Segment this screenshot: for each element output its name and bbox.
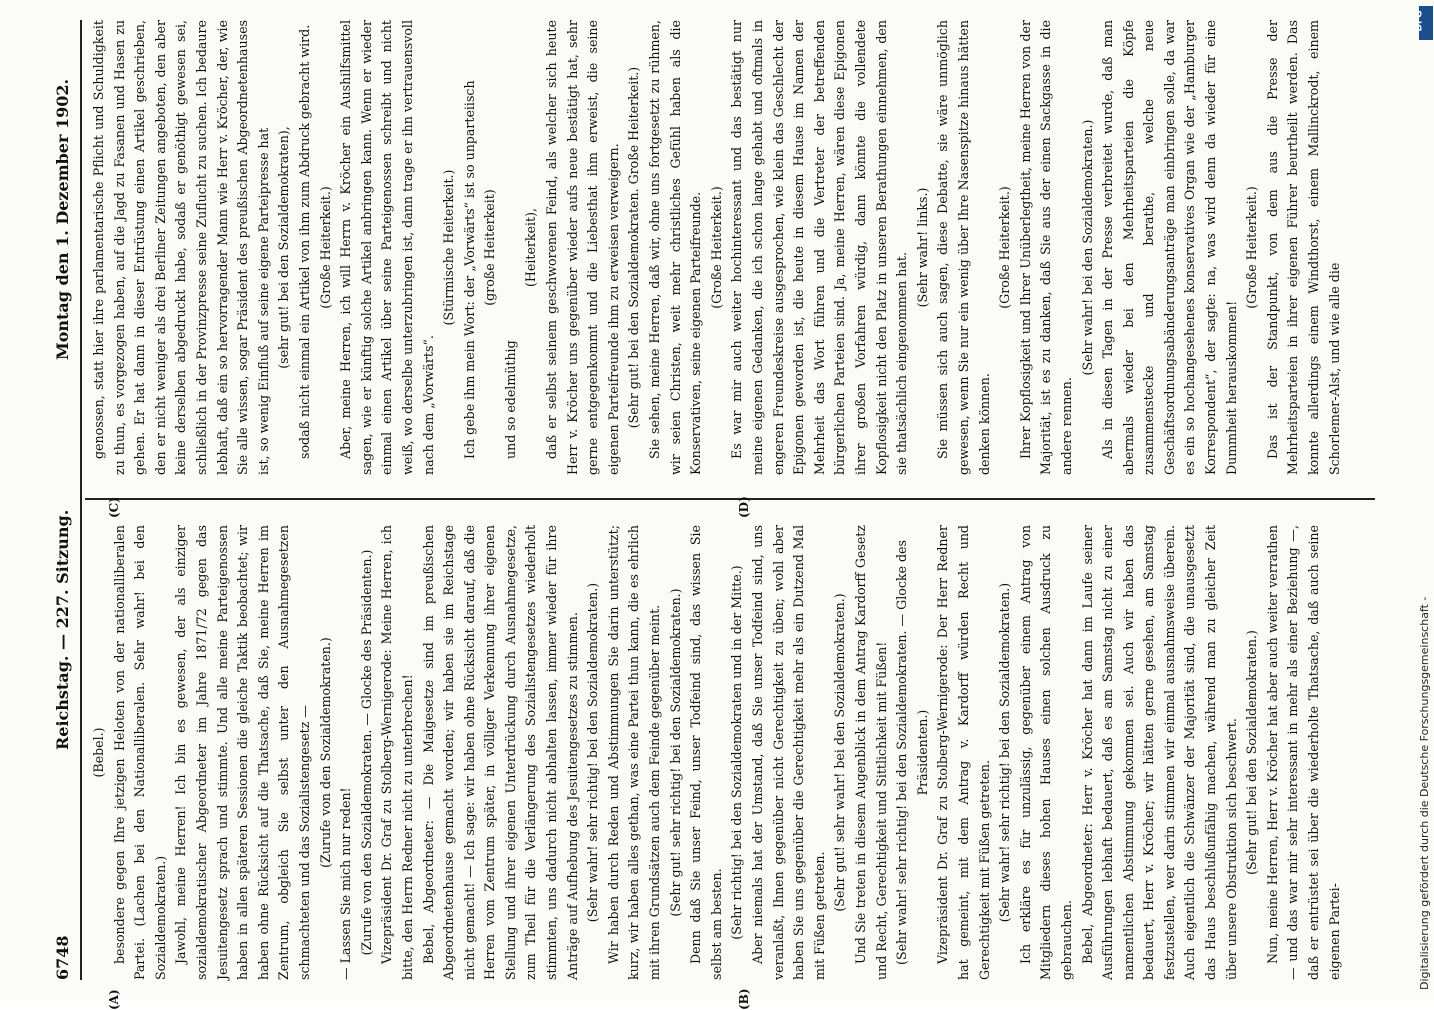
digitization-credit [1418, 0, 1434, 1000]
column-divider [85, 498, 1375, 500]
paragraph: (Sehr gut! sehr wahr! bei den Sozialdemokraten.) [830, 525, 851, 980]
paragraph: (Große Heiterkeit.) [707, 20, 728, 475]
paragraph: besondere gegen Ihre jetzigen Heloten von der nationalliberalen Partei. (Lachen bei den Nationalliberalen. Sehr wahr! bei den Sozialdemokraten.) [110, 525, 172, 980]
paragraph: (Zurufe von den Sozialdemokraten.) [316, 525, 337, 980]
rotated-newspaper-page [47, 20, 1387, 980]
paragraph: Jawohl, meine Herren! Ich bin es gewesen, der als einziger sozialdemokratischer Abgeordneter im Jahre 1871/72 gegen das Jesuitengesetz sprach und stimmte. Und alle meine Parteigenossen haben in allen späteren Sessionen die gleiche Taktik beobachtet; wir haben ohne Rücksicht auf die Thatsache, daß Sie, meine Herren im Zentrum, obgleich Sie selbst unter den Ausnahmegesetzen schmachteten und das Sozialistengesetz — [171, 525, 315, 980]
paragraph: (Große Heiterkeit.) [995, 20, 1016, 475]
margin-marker-d: (D) [737, 496, 751, 518]
paragraph: (Große Heiterkeit.) [1242, 20, 1263, 475]
paragraph: (Sehr gut! bei den Sozialdemokraten. Große Heiterkeit.) [624, 20, 645, 475]
paragraph: sodaß nicht einmal ein Artikel von ihm zum Abdruck gebracht wird. [295, 20, 316, 475]
right-column [89, 20, 1379, 475]
paragraph: (Bebel.) [89, 525, 110, 980]
paragraph: und so edelmüthig [501, 20, 522, 475]
paragraph: Es war mir auch weiter hochinteressant und das bestätigt nur meine eigenen Gedanken, die ich schon lange gehabt und oftmals in engeren Freundeskreise ausgesprochen, wie klein das Geschlecht der Epigonen geworden ist, die heute in diesem Hause im Namen der Mehrheit das Wort führen und die Vertreter der betreffenden bürgerlichen Parteien sind. Ja, meine Herren, wären diese Epigonen ihrer großen Vorfahren würdig, dann könnte die vollendete Kopflosigkeit nicht den Platz in unseren Berathungen einnehmen, den sie thatsächlich eingenommen hat. [727, 20, 912, 475]
dfg-logo-text: DFG [1415, 10, 1425, 31]
paragraph: (Sehr wahr! bei den Sozialdemokraten.) [1078, 20, 1099, 475]
paragraph: (Sehr wahr! links.) [913, 20, 934, 475]
digitization-credit-text: Digitalisierung gefördert durch die Deutsche Forschungsgemeinschaft - [1418, 90, 1434, 990]
margin-marker-c: (C) [107, 497, 121, 518]
paragraph: Denn daß Sie unser Feind, unser Todfeind sind, das wissen Sie selbst am besten. [686, 525, 727, 980]
paragraph: Sie sehen, meine Herren, daß wir, ohne uns fortgesetzt zu rühmen, wir seien Christen, weit mehr christliches Gefühl haben als die Konservativen, seine eigenen Parteifreunde. [645, 20, 707, 475]
paragraph: Ich erkläre es für unzulässig, gegenüber einem Antrag von Mitgliedern dieses hohen Hauses einen solchen Ausdruck zu gebrauchen. [1016, 525, 1078, 980]
paragraph: Aber niemals hat der Umstand, daß Sie unser Todfeind sind, uns veranlaßt, Ihnen gegenüber nicht Gerechtigkeit zu üben; wohl aber haben Sie uns gegenüber die Gerechtigkeit mehr als ein Dutzend Mal mit Füßen getreten. [748, 525, 830, 980]
paragraph: Bebel, Abgeordneter: Herr v. Kröcher hat dann im Laufe seiner Ausführungen lebhaft bedauert, daß es am Samstag nicht zu einer namentlichen Abstimmung gekommen sei. Auch wir haben das bedauert, Herr v. Kröcher; wir hätten gerne gesehen, am Samstag festzustellen, wer darin stimmen wir einmal ausnahmsweise überein. Auch eigentlich die Schwänzer der Majorität sind, die unausgesetzt das Haus beschlußunfähig machen, während man zu gleicher Zeit über unsere Obstruktion sich beschwert. [1078, 525, 1243, 980]
page-header [47, 20, 77, 980]
paragraph: Vizepräsident Dr. Graf zu Stolberg-Wernigerode: Der Herr Redner hat gemeint, mit dem Antrag v. Kardorff würden Recht und Gerechtigkeit mit Füßen getreten. [933, 525, 995, 980]
paragraph: daß er selbst seinem geschworenen Feind, als welcher sich heute Herr v. Kröcher uns gegenüber wieder aufs neue bestätigt hat, sehr gerne entgegenkommt und die Liebesthat ihm erweist, die seine eigenen Parteifreunde ihm zu erweisen verweigern. [542, 20, 624, 475]
paragraph: (große Heiterkeit) [480, 20, 501, 475]
paragraph: Als in diesen Tagen in der Presse verbreitet wurde, daß man abermals wieder bei den Mehrheitsparteien die Köpfe zusammenstecke und berathe, welche neue Geschäftsordnungsabänderungsanträge man einbringen solle, da war es ein so hochangesehenes konservatives Organ wie der „Hamburger Korrespondent“, der sagte: na, was wird denn da wieder für eine Dummheit herauskommen! [1098, 20, 1242, 475]
paragraph: Und Sie treten in diesem Augenblick in dem Antrag Kardorff Gesetz und Recht, Gerechtigkeit und Sittlichkeit mit Füßen! [851, 525, 892, 980]
header-rule [80, 20, 82, 980]
paragraph: (Sehr gut! bei den Sozialdemokraten.) [1242, 525, 1263, 980]
paragraph: Wir haben durch Reden und Abstimmungen Sie darin unterstützt; kurz, wir haben alles gethan, was eine Partei thun kann, die es ehrlich mit ihren Grundsätzen auch dem Feinde gegenüber meint. [604, 525, 666, 980]
paragraph: Sie müssen sich auch sagen, diese Debatte, sie wäre unmöglich gewesen, wenn Sie nur ein wenig über Ihre Nasenspitze hinaus hätten denken können. [933, 20, 995, 475]
paragraph: (Sehr richtig! bei den Sozialdemokraten und in der Mitte.) [727, 525, 748, 980]
paragraph: Bebel, Abgeordneter: — Die Maigesetze sind im preußischen Abgeordnetenhause gemacht worden; wir haben sie im Reichstage nicht gemacht! — Ich sage: wir haben ohne Rücksicht darauf, daß die Herren vom Zentrum später, in völliger Verkennung ihrer eigenen Stellung und ihrer eigenen Unterdrückung durch Ausnahmegesetze, zum Theil für die Verlängerung des Sozialistengesetzes wiederholt stimmten, uns dadurch nicht abhalten lassen, immer wieder für ihre Anträge auf Aufhebung des Jesuitengesetzes zu stimmen. [419, 525, 584, 980]
margin-marker-b: (B) [737, 989, 751, 1010]
dfg-logo [1419, 6, 1433, 40]
paragraph: (Sehr gut! sehr richtig! bei den Sozialdemokraten.) [666, 525, 687, 980]
paragraph: (Große Heiterkeit.) [316, 20, 337, 475]
page-number: 6748 [53, 935, 72, 980]
paragraph: (sehr gut! bei den Sozialdemokraten), [274, 20, 295, 475]
paragraph: (Stürmische Heiterkeit.) [439, 20, 460, 475]
paragraph: Ihrer Kopflosigkeit und Ihrer Unüberlegtheit, meine Herren von der Majorität, ist es zu danken, daß Sie aus der einen Sackgasse in die andere rennen. [1016, 20, 1078, 475]
margin-marker-a: (A) [107, 989, 121, 1010]
paragraph: (Sehr wahr! sehr richtig! bei den Sozialdemokraten.) [995, 525, 1016, 980]
paragraph: (Zurufe von den Sozialdemokraten. — Glocke des Präsidenten.) [357, 525, 378, 980]
paragraph: genossen, statt hier ihre parlamentarische Pflicht und Schuldigkeit zu thun, es vorgezogen haben, auf die Jagd zu Fasanen und Hasen zu gehen. Er hat dann in dieser Entrüstung einen Artikel geschrieben, den er nicht weniger als drei Berliner Zeitungen angeboten, den aber keine derselben abgedruckt habe, sodaß er genöthigt gewesen sei, schließlich in der Provinzpresse seine Zuflucht zu suchen. Ich bedaure lebhaft, daß ein so hervorragender Mann wie Herr v. Kröcher, der, wie Sie alle wissen, sogar Präsident des preußischen Abgeordnetenhauses ist, so wenig Einfluß auf seine eigene Parteipresse hat [89, 20, 274, 475]
paragraph: — Lassen Sie mich nur reden! [336, 525, 357, 980]
left-column [89, 525, 1379, 980]
paragraph: (Sehr wahr! sehr richtig! bei den Sozialdemokraten.) [583, 525, 604, 980]
paragraph: Ich gebe ihm mein Wort: der „Vorwärts“ ist so unparteiisch [460, 20, 481, 475]
paragraph: (Heiterkeit), [521, 20, 542, 475]
paragraph: Vizepräsident Dr. Graf zu Stolberg-Wernigerode: Meine Herren, ich bitte, den Herrn Redner nicht zu unterbrechen! [377, 525, 418, 980]
paragraph: Nun, meine Herren, Herr v. Kröcher hat aber auch weiter verrathen — und das war mir sehr interessant in mehr als einer Beziehung —, daß er entrüstet sei über die wiederholte Thatsache, daß auch seine eigenen Partei- [1263, 525, 1345, 980]
paragraph: Das ist der Standpunkt, von dem aus die Presse der Mehrheitsparteien in ihrer eigenen Führer beurtheilt werden. Das konnte allerdings einem Windthorst, einem Mallinckrodt, einem Schorlemer-Alst, und wie alle die [1263, 20, 1345, 475]
paragraph: (Sehr wahr! sehr richtig! bei den Sozialdemokraten. — Glocke des Präsidenten.) [892, 525, 933, 980]
paragraph: Aber, meine Herren, ich will Herrn v. Kröcher ein Aushilfsmittel sagen, wie er künftig solche Artikel anbringen kann. Wenn er wieder einmal einen Artikel über seine Parteigenossen schreibt und nicht weiß, wo derselbe unterzubringen ist, dann trage er ihn vertrauensvoll nach dem „Vorwärts“. [336, 20, 439, 475]
session-date: Montag den 1. Dezember 1902. [53, 79, 72, 360]
session-title: Reichstag. — 227. Sitzung. [53, 510, 72, 750]
